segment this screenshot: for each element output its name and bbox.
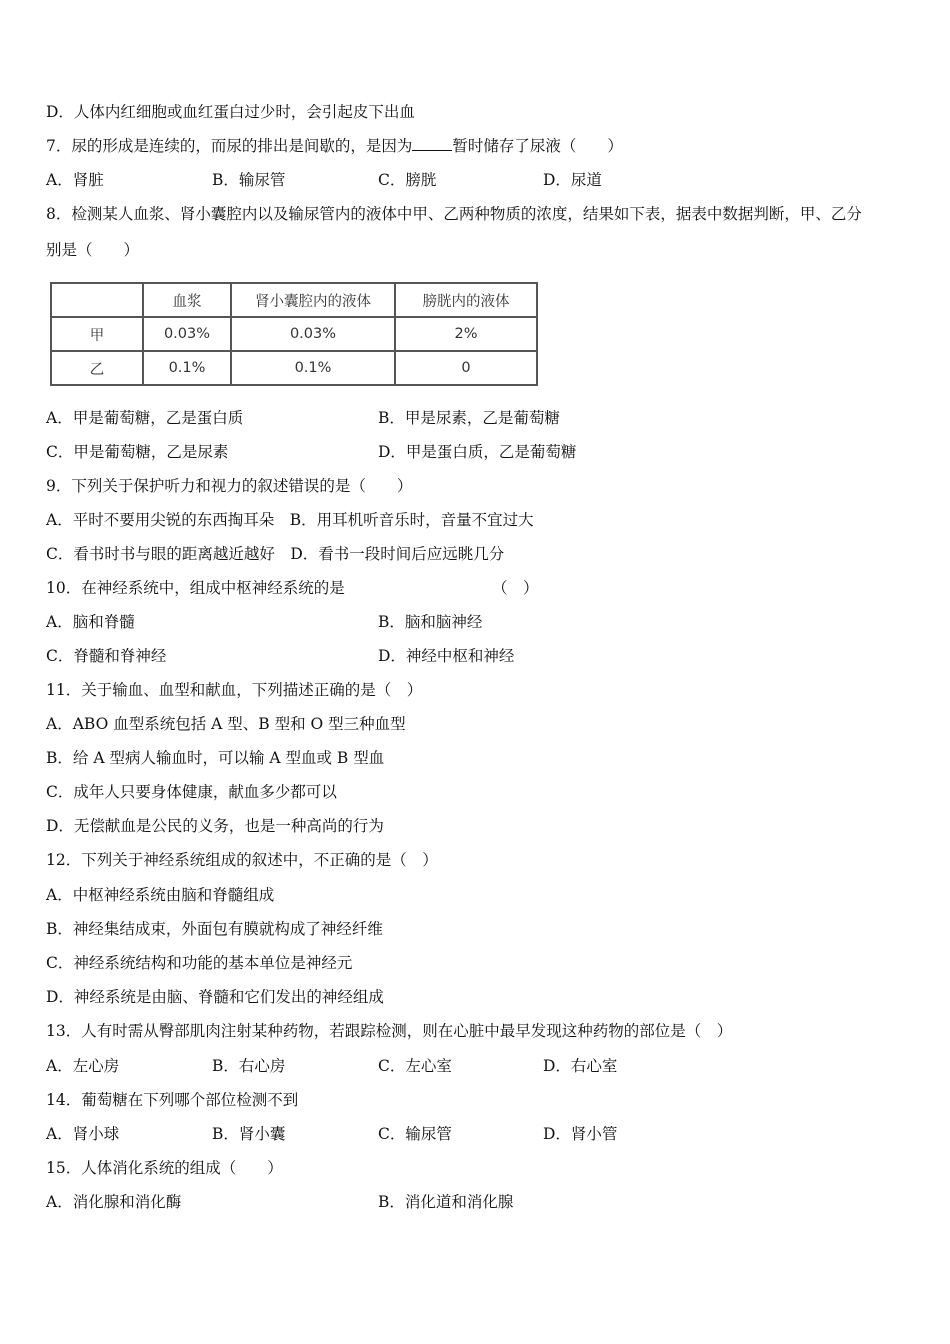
q11-option-b: B．给 A 型病人输血时，可以输 A 型血或 B 型血 <box>46 749 385 767</box>
q14-stem: 14．葡萄糖在下列哪个部位检测不到 <box>46 1091 299 1109</box>
q11-option-c: C．成年人只要身体健康，献血多少都可以 <box>46 783 337 801</box>
q12-option-c: C．神经系统结构和功能的基本单位是神经元 <box>46 954 353 972</box>
q13-stem: 13．人有时需从臀部肌肉注射某种药物，若跟踪检测，则在心脏中最早发现这种药物的部位是（ ） <box>46 1022 733 1040</box>
table-cell: 0.1% <box>231 351 395 385</box>
table-row <box>51 351 537 385</box>
q8-option-c: C．甲是葡萄糖，乙是尿素 <box>46 443 229 461</box>
table-cell: 乙 <box>51 351 143 385</box>
q8-stem-line2: 别是（ ） <box>46 241 140 259</box>
q12-stem: 12．下列关于神经系统组成的叙述中，不正确的是（ ） <box>46 851 438 869</box>
q7-stem-pre: 7．尿的形成是连续的，而尿的排出是间歇的，是因为 <box>46 137 413 155</box>
q7-option-c: C．膀胱 <box>378 171 437 189</box>
table-cell: 0.03% <box>231 317 395 351</box>
q13-option-a: A．左心房 <box>46 1057 120 1075</box>
q12-option-b: B．神经集结成束，外面包有膜就构成了神经纤维 <box>46 920 383 938</box>
table-header-row <box>51 283 537 317</box>
q9-options-line1: A．平时不要用尖锐的东西掏耳朵 B．用耳机听音乐时，音量不宜过大 <box>46 511 534 529</box>
table-cell: 2% <box>395 317 537 351</box>
q11-option-a: A．ABO 血型系统包括 A 型、B 型和 O 型三种血型 <box>46 715 406 733</box>
table-header-cell <box>51 283 143 317</box>
q8-option-a: A．甲是葡萄糖，乙是蛋白质 <box>46 409 244 427</box>
q7-stem <box>46 136 623 156</box>
q7-option-a: A．肾脏 <box>46 171 104 189</box>
q8-stem-line1: 8．检测某人血浆、肾小囊腔内以及输尿管内的液体中甲、乙两种物质的浓度，结果如下表，据表中数据判断，甲、乙分 <box>46 205 862 223</box>
q12-option-d: D．神经系统是由脑、脊髓和它们发出的神经组成 <box>46 988 384 1006</box>
q13-option-b: B．右心房 <box>212 1057 286 1075</box>
q15-stem: 15．人体消化系统的组成（ ） <box>46 1159 283 1177</box>
q8-data-table <box>50 282 538 386</box>
table-row <box>51 317 537 351</box>
q10-option-d: D．神经中枢和神经 <box>378 647 515 665</box>
q7-blank <box>412 136 452 151</box>
table-header-cell: 血浆 <box>143 283 231 317</box>
table-cell: 0.03% <box>143 317 231 351</box>
q8-option-d: D．甲是蛋白质，乙是葡萄糖 <box>378 443 577 461</box>
q9-options-line2: C．看书时书与眼的距离越近越好 D．看书一段时间后应远眺几分 <box>46 545 505 563</box>
q10-option-c: C．脊髓和脊神经 <box>46 647 167 665</box>
q7-stem-post: 暂时储存了尿液（ ） <box>452 137 623 155</box>
table-header-cell: 膀胱内的液体 <box>395 283 537 317</box>
q14-option-b: B．肾小囊 <box>212 1125 286 1143</box>
q12-option-a: A．中枢神经系统由脑和脊髓组成 <box>46 886 275 904</box>
q9-stem: 9．下列关于保护听力和视力的叙述错误的是（ ） <box>46 477 413 495</box>
table-cell: 0.1% <box>143 351 231 385</box>
q13-option-c: C．左心室 <box>378 1057 452 1075</box>
q15-option-b: B．消化道和消化腺 <box>378 1193 514 1211</box>
table-cell: 0 <box>395 351 537 385</box>
q14-option-a: A．肾小球 <box>46 1125 120 1143</box>
q10-option-a: A．脑和脊髓 <box>46 613 135 631</box>
q7-option-b: B．输尿管 <box>212 171 286 189</box>
q8-option-b: B．甲是尿素，乙是葡萄糖 <box>378 409 560 427</box>
table-header-cell: 肾小囊腔内的液体 <box>231 283 395 317</box>
q10-paren: （ ） <box>492 579 539 597</box>
q14-option-c: C．输尿管 <box>378 1125 452 1143</box>
q13-option-d: D．右心室 <box>543 1057 618 1075</box>
q15-option-a: A．消化腺和消化酶 <box>46 1193 182 1211</box>
q7-option-d: D．尿道 <box>543 171 602 189</box>
q10-stem: 10．在神经系统中，组成中枢神经系统的是 <box>46 579 345 597</box>
q10-option-b: B．脑和脑神经 <box>378 613 483 631</box>
q11-option-d: D．无偿献血是公民的义务，也是一种高尚的行为 <box>46 817 384 835</box>
q11-stem: 11．关于输血、血型和献血，下列描述正确的是（ ） <box>46 681 423 699</box>
table-cell: 甲 <box>51 317 143 351</box>
q6-option-d: D．人体内红细胞或血红蛋白过少时，会引起皮下出血 <box>46 103 415 121</box>
q14-option-d: D．肾小管 <box>543 1125 618 1143</box>
